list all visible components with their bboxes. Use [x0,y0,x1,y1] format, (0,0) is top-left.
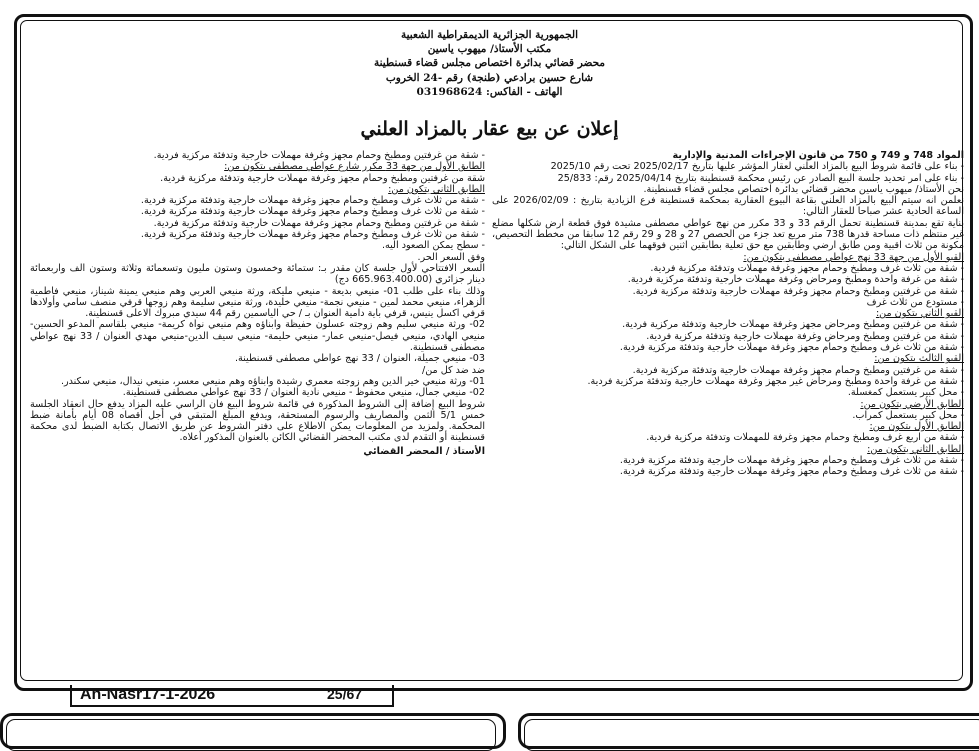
list-item: - شقة من غرفتين ومطبخ وحمام مجهز وغرفة مهملات خارجية وتدفئة مركزية فردية. [153,150,485,161]
next-ad-inner-left [6,719,496,751]
list-item: - شقة من ثلاث غرف ومطبخ وحمام مجهز وغرفة مهملات خارجية وتدفئة مركزية فردية. [140,195,485,207]
paragraph: نعلمن انه سيتم البيع بالمزاد العلني بقاعة البيوع العقارية بمحكمة قسنطينة فرع الزيادية بتاريخ : 2026/02/09 على الساعة الحادية عشر صباحا للعقار التالي: [492,195,964,218]
paragraph: ضد ضد كل من/ [421,364,485,376]
list-item: - شقة من غرفتين ومطبخ ومرحاض مجهز وغرفة مهملات خارجية وتدفئة مركزية فردية. [622,319,964,331]
section-heading: الطابق الأول يتكون من: [869,421,964,433]
paragraph: وذلك بناء على طلب 01- منيعي بديعة - منيعي مليكة، ورثة منيعي العربي وهم منيعي يمينة شيناز، منيعي فاطمية الزهراء، منيعي محمد لمين - منيعي نجمة- منيعي خليدة، ورثة منيعي سليمة وهم زوجها قرفي منصف سامي وأولادها قرفي اكسل ينيس، قرفي باية دامية العنوان بـ / حي الياسمين رقم 44 سيدي مبروك الاعلى قسنطينة. [30,285,485,320]
header-line: مكتب الأستاذ/ ميهوب ياسين [427,43,552,56]
header-line: الجمهورية الجزائرية الديمقراطية الشعبية [400,29,578,41]
signature-line: الأستاذ / المحضر القضائي [363,445,485,457]
list-item: - شقة من غرفتين ومطبخ وحمام مجهز وغرفة مهملات خارجية وتدفئة مركزية فردية. [632,285,964,297]
paragraph: - بناء على قائمة شروط البيع بالمزاد العلني لعقار المؤشر عليها بتاريخ 2025/02/17 تحت رقم 2025/10 [550,161,964,173]
section-heading: الطابق الأول من جهة 33 مكرر شارع عواطي مصطفى يتكون من: [224,161,485,173]
list-item: - مستودع من ثلاث غرف [866,296,964,308]
paragraph: 02- منيعي جمال، منيعي محفوظ - منيعي نادية العنوان / 33 نهج عواطي مصطفى قسنطينة. [122,387,485,399]
list-item: - محل كبير يستعمل كمغسلة. [847,387,964,399]
section-heading: الطابق الأرضي يتكون من: [860,398,964,410]
paragraph: 02- ورثة منيعي سليم وهم زوجته عسلون حفيظة وابناؤه وهم منيعي نواة كريمة- منيعي بلقاسم المدعو الحسين- منيعي الهادي، منيعي فيصل-منيعي عمار- منيعي حليمة- منيعي سيف الدين-منيعي مهدي العنوان / 33 نهج عواطي مصطفى قسنطينة. [30,319,485,354]
list-item: - شقة من غرفتين ومطبخ وحمام مجهز وغرفة مهملات خارجية وتدفئة مركزية فردية. [153,217,485,229]
paragraph: - بناء على امر تحديد جلسة البيع الصادر عن رئيس محكمة قسنطينة بتاريخ 2025/04/14 رقم: 25/833 [557,172,964,184]
list-item: - شقة من غرفة واحدة ومطبخ ومرحاض وغرفة مهملات خارجية وتدفئة مركزية فردية. [627,274,964,286]
paragraph: وفق السعر الحر. [417,251,485,263]
list-item: - شقة من غرفتين ومطبخ ومرحاض وغرفة مهملات خارجية وتدفئة مركزية فردية. [646,330,964,342]
paragraph: 03- منيعي جميلة، العنوان / 33 نهج عواطي مصطفى قسنطينة. [234,353,485,365]
right-column [492,150,964,478]
legal-articles: المواد 748 و 749 و 750 من قانون الإجراءات المدنية والإدارية [672,150,964,161]
list-item: - شقة من اربع غرف ومطبخ وحمام مجهز وغرفة للمهملات وتدفئة مركزية فردية. [646,432,964,444]
list-item: - محل كبير يستعمل كمراب. [852,409,964,421]
sale-conditions: شروط البيع إضافة إلى الشروط المذكورة في قائمة شروط البيع فان الراسي عليه المزاد يدفع حال انعقاد الجلسة خمس 5/1 الثمن والمصاريف والرسوم المستحقة، ويدفع المبلغ المتبقي في أجل أقصاه 08 أيام بأمانة ضبط المحكمة. ولمزيد من المعلومات يمكن الاطلاع على دفتر الشروط عن طريق الاتصال بكتابة الضبط لدى محكمة قسنطينة أو التقدم لدى مكتب المحضر القضائي الكائن بالعنوان المذكور أعلاه. [30,398,485,444]
list-item: - شقة من ثلاث غرف ومطبخ وحمام مجهز وغرفة مهملات خارجية وتدفئة مركزية فردية. [619,342,964,354]
paragraph: 01- ورثة منيعي خير الدين وهم زوجته معمري رشيدة وابناؤه وهم منيعي معسر، منيعي نيدال، منيعي سكندر. [60,375,485,387]
paragraph: نحن الأستاذ/ ميهوب ياسين محضر قضائي بدائرة اختصاص مجلس قضاء قسنطينة. [643,183,964,195]
list-item: - شقة من غرفة واحدة ومطبخ ومرحاض غير مجهز وغرفة مهملات خارجية وتدفئة مركزية فردية. [587,375,964,387]
list-item: - شقة من ثلاث غرف ومطبخ وحمام مجهز وغرفة مهملات خارجية وتدفئة مركزية فردية. [619,466,964,478]
left-column [30,150,485,457]
section-heading: القبو الأول من جهة 33 نهج عواطي مصطفى يتكون من: [743,251,964,263]
page-number: 25/67 [327,686,363,702]
office-header [40,28,939,99]
list-item: - سطح يمكن الصعود اليه. [381,240,485,252]
section-heading: القبو الثالث يتكون من: [874,353,964,365]
list-item: - شقة من ثلاث غرف ومطبخ وحمام مجهز وغرفة مهملات خارجية وتدفئة مركزية فردية. [140,229,485,241]
list-item: شقة من غرفتين ومطبخ وحمام مجهز وغرفة مهملات خارجية وتدفئة مركزية فردية. [160,172,485,184]
list-item: - شقة من ثلاث غرف ومطبخ وحمام مجهز وغرفة مهملات وتدفئة مركزية فردية. [650,262,964,274]
list-item: - شقة من ثلاث غرف ومطبخ وحمام مجهز وغرفة مهملات خارجية وتدفئة مركزية فردية. [619,455,964,467]
list-item: - شقة من ثلاث غرف ومطبخ وحمام مجهز وغرفة مهملات خارجية وتدفئة مركزية فردية. [140,206,485,218]
paragraph: بناية تقع بمدينة قسنطينة تحمل الرقم 33 و 33 مكرر من نهج عواطي مصطفى مشيدة فوق قطعة ارض شكلها مضلع غير منتظم ذات مساحة قدرها 738 متر مربع تعد جزء من الحصص 27 و 28 و 29 رقم 12 سابقا من مخطط التحصيص، مكونة من ثلاث اقبية ومن طابق ارضي وطابقين مع حق تعلية بطابقين اثنين فوقهما على الشكل التالي: [492,217,965,252]
section-heading: الطابق الثاني يتكون من: [388,183,485,195]
opening-price: السعر الافتتاحي لأول جلسة كان مقدر بـ: ستمائة وخمسون وستون مليون وتسعمائة وثلاثة وستون الف واربعمائة دينار جزائري (665.963.400.00 دج) [30,262,485,286]
section-heading: القبو الثاني يتكون من: [875,308,964,320]
publication-reference: An-Nasr17-1-2026 [80,686,216,703]
header-line: شارع حسين برادعي (طنجة) رقم -24 الخروب [385,71,594,84]
list-item: - شقة من غرفتين ومطبخ وحمام مجهز وغرفة مهملات خارجية وتدفئة مركزية فردية. [632,364,964,376]
next-ad-inner-right [524,719,979,751]
header-line: الهاتف - الفاكس: 031968624 [416,85,563,98]
header-line: محضر قضائي بدائرة اختصاص مجلس قضاء قسنطينة [373,57,606,70]
announcement-title: إعلان عن بيع عقار بالمزاد العلني [360,118,619,140]
section-heading: الطابق الثاني يتكون من: [867,443,964,455]
